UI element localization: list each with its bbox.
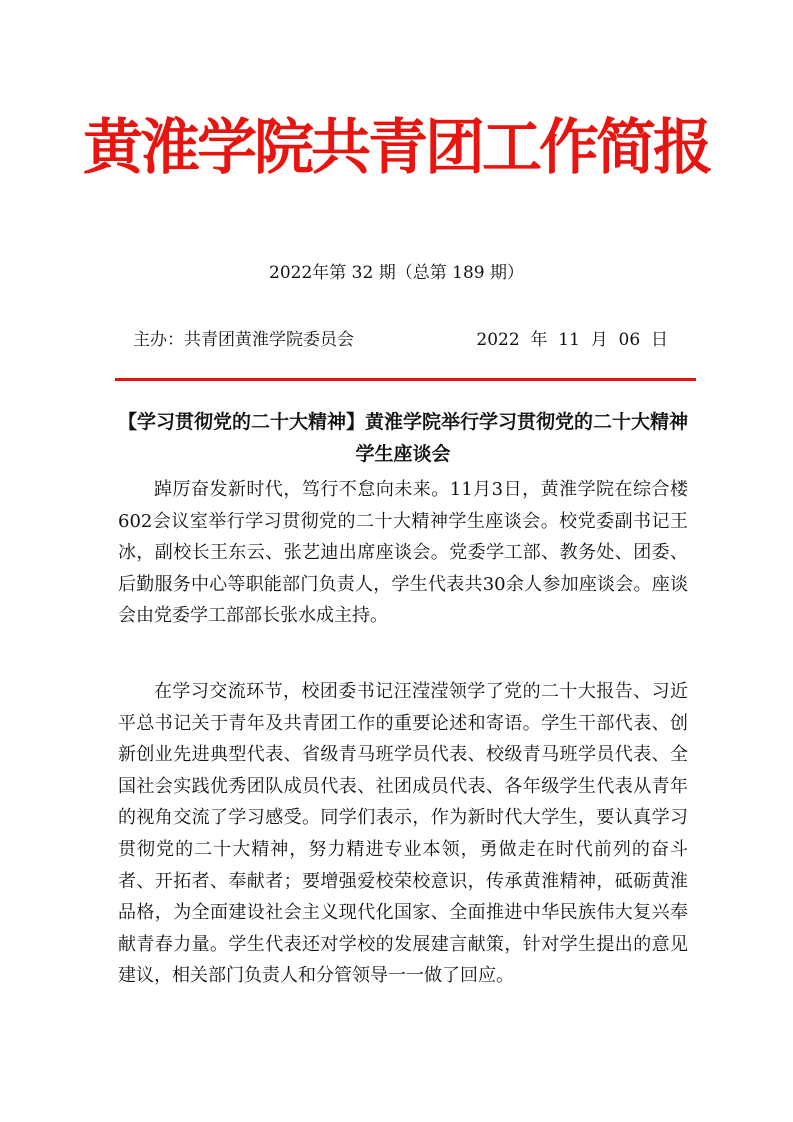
- article-headline: 【学习贯彻党的二十大精神】黄淮学院举行学习贯彻党的二十大精神学生座谈会: [118, 411, 689, 465]
- article-paragraph-2: 在学习交流环节，校团委书记汪滢滢领学了党的二十大报告、习近平总书记关于青年及共青团工作的重要论述和寄语。学生干部代表、创新创业先进典型代表、省级青马班学员代表、校级青马班学员代表、全国社会实践优秀团队成员代表、社团成员代表、各年级学生代表从青年的视角交流了学习感受。同学们表示，作为新时代大学生，要认真学习贯彻党的二十大精神，努力精进专业本领，勇做走在时代前列的奋斗者、开拓者、奉献者；要增强爱校荣校意识，传承黄淮精神，砥砺黄淮品格，为全面建设社会主义现代化国家、全面推进中华民族伟大复兴奉献青春力量。学生代表还对学校的发展建言献策，针对学生提出的意见建议，相关部门负责人和分管领导一一做了回应。: [118, 681, 688, 987]
- masthead-title: 黄淮学院共青团工作简报: [83, 113, 710, 183]
- sponsor-date-row: [133, 327, 668, 353]
- issue-number: 2022年第 32 期（总第 189 期）: [269, 263, 524, 283]
- article-paragraph-1: 踔厉奋发新时代，笃行不怠向未来。11月3日，黄淮学院在综合楼602会议室举行学习贯彻党的二十大精神学生座谈会。校党委副书记王冰，副校长王东云、张艺迪出席座谈会。党委学工部、教务处、团委、后勤服务中心等职能部门负责人，学生代表共30余人参加座谈会。座谈会由党委学工部部长张水成主持。: [118, 479, 688, 627]
- red-divider: [115, 378, 696, 381]
- issue-date: 2022 年 11 月 06 日: [476, 330, 668, 350]
- sponsor-label: 主办：共青团黄淮学院委员会: [133, 330, 354, 350]
